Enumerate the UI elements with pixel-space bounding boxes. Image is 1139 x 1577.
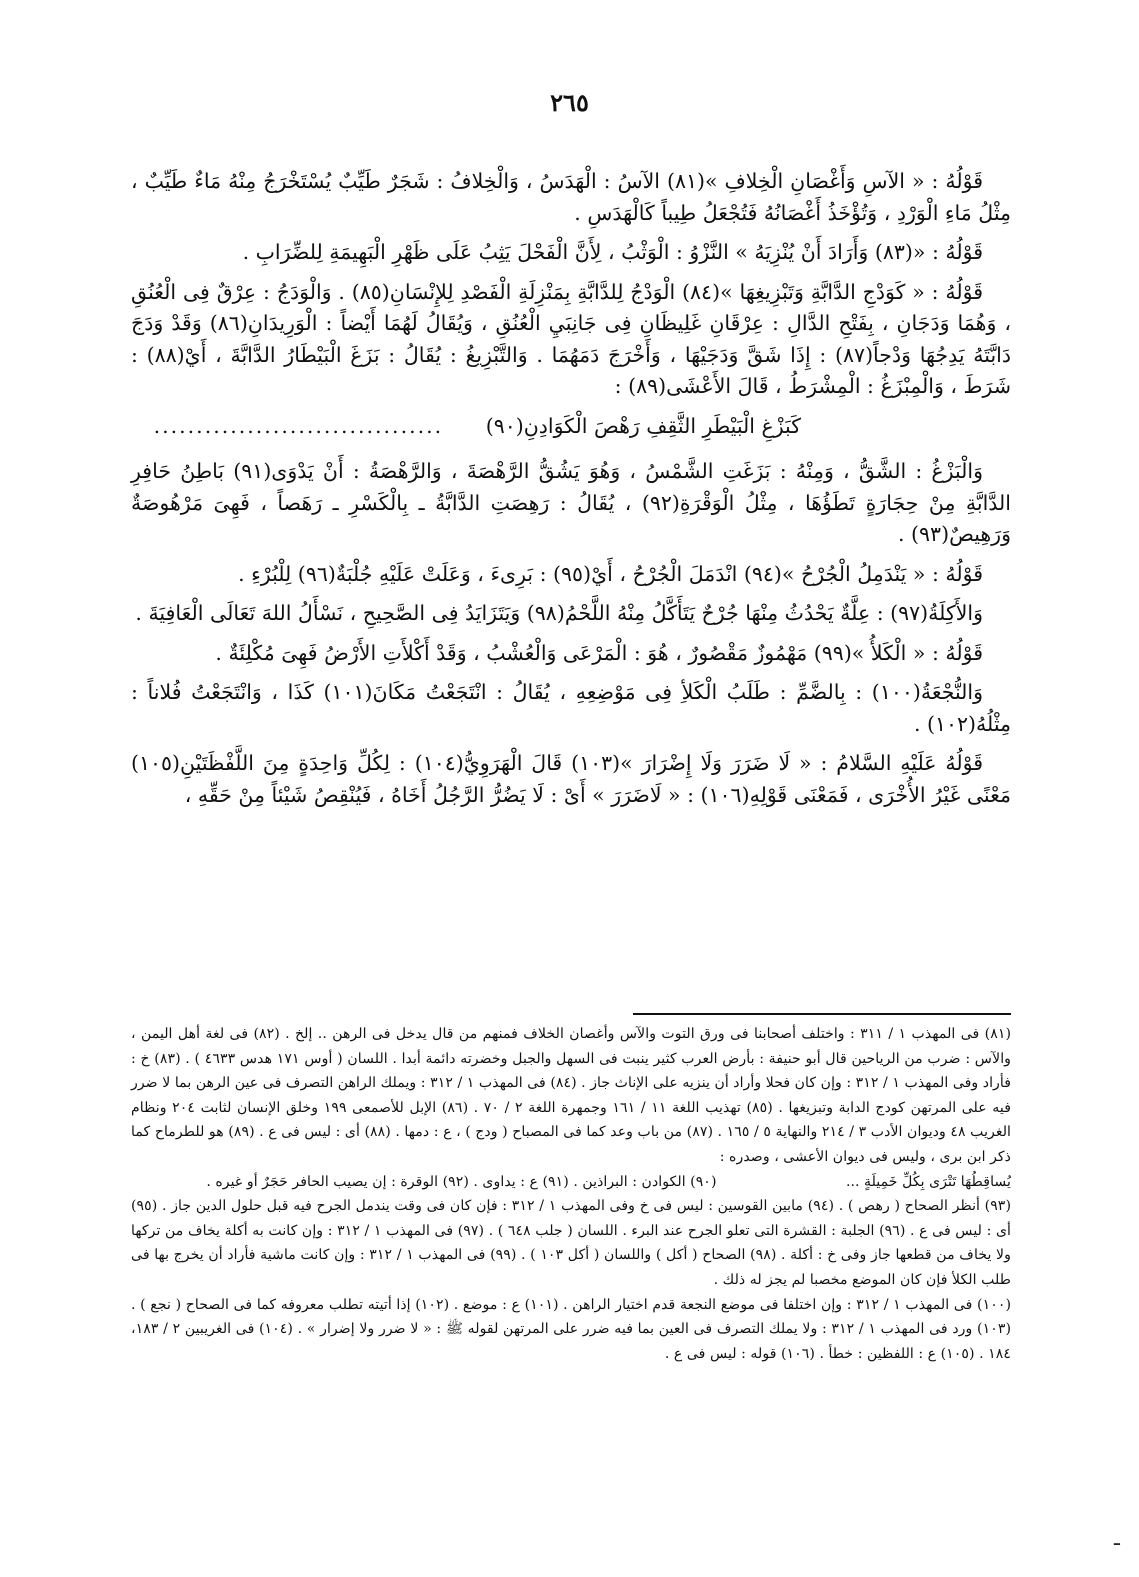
paragraph-yandamil: قَوْلُهُ : « يَنْدَمِلُ الْجُرْحُ »(٩٤) انْدَمَلَ الْجُرْحُ ، أَيْ(٩٥) : بَرِىءَ ، وَعَلَتْ عَلَيْهِ جُلْبَةٌ(٩٦) لِلْبُرْءِ .	[238, 561, 983, 586]
footnote-poem-line	[131, 1170, 1011, 1195]
footnote-separator	[633, 1013, 1011, 1015]
verse-ellipsis: ..................................	[153, 413, 444, 438]
paragraph-wadj-tabzigh: قَوْلُهُ : « كَوَدْجِ الدَّابَّةِ وَتَبْزِيغِهَا »(٨٤) الْوَدْجُ لِلدَّابَّةِ بِمَنْزِلَةِ الْفَصْدِ لِلإِنْسَانِ(٨٥) . وَالْوَدَجُ : عِرْقٌ فِى الْعُنُقِ ، وَهُمَا وَدَجَانِ ، بِفَتْحِ الدَّالِ : عِرْقَانِ غَلِيظَانِ فِى جَانِبَيِ الْعُنُقِ ، وَيُقَالُ لَهُمَا أَيْضاً : الْوَرِيدَانِ(٨٦) وَقَدْ وَدَجَ دَابَّتَهُ يَدِجُهَا وَدْجاً(٨٧) : إِذَا شَقَّ وَدَجَيْهَا ، وَأَخْرَجَ دَمَهُمَا . وَالتَّبْزِيغُ : يُقَالُ : بَزَغَ الْبَيْطَارُ الدَّابَّةَ ، أَيْ(٨٨) : شَرَطَ ، وَالْمِبْزَغُ : الْمِشْرَطُ ، قَالَ الأَعْشَى(٨٩) :	[131, 279, 1011, 398]
verse-text: كَبَزْغِ الْبَيْطَرِ الثَّقِفِ رَهْصَ الْكَوَادِنِ(٩٠)	[485, 413, 801, 438]
page-number: ٢٦٥	[550, 88, 589, 117]
paragraph-bazgh: وَالْبَزْغُ : الشَّقُّ ، وَمِنْهُ : بَزَغَتِ الشَّمْسُ ، وَهُوَ يَشُقُّ الرَّهْصَةَ ، وَالرَّهْصَةُ : أَنْ يَدْوَى(٩١) بَاطِنُ حَافِرِ الدَّابَّةِ مِنْ حِجَارَةٍ تَطَؤُهَا ، مِثْلُ الْوَقْرَةِ(٩٢) ، يُقَالُ : رَهِصَتِ الدَّابَّةُ ـ بِالْكَسْرِ ـ رَهَصاً ، فَهِىَ مَرْهُوصَةٌ وَرَهِيصٌ(٩٣) .	[131, 459, 1011, 546]
poem-hemistich: يُساقِطُهَا تَتْرَى بِكُلِّ خَمِيلَةٍ ...	[845, 1173, 1011, 1190]
corner-mark: ـ	[1114, 1526, 1120, 1550]
paragraph-la-darar: قَوْلُهُ عَلَيْهِ السَّلامُ : « لَا ضَرَرَ وَلَا إِضْرَارَ »(١٠٣) قَالَ الْهَرَوِيُّ(١٠٤) : لِكُلِّ وَاحِدَةٍ مِنَ اللَّفْظَتَيْنِ(١٠٥) مَعْنًى غَيْرُ الأُخْرَى ، فَمَعْنَى قَوْلِهِ(١٠٦) : « لَاضَرَرَ » أَىْ : لَا يَضُرُّ الرَّجُلُ أَخَاهُ ، فَيُنْقِصُ شَيْئاً مِنْ حَقِّهِ ،	[131, 751, 1011, 807]
footnote-block-81-89: (٨١) فى المهذب ١ / ٣١١ : واختلف أصحابنا فى ورق التوت والآس وأغصان الخلاف فمنهم من قال يدخل فى الرهن .. إلخ . (٨٢) فى لغة أهل اليمن ، والآس : ضرب من الرياحين قال أبو حنيفة : بأرض العرب كثير ينبت فى السهل والجبل وخضرته دائمة أبدا . اللسان ( أوس ١٧١ هدس ٤٦٣٣ ) . (٨٣) خ : فأراد وفى المهذب ١ / ٣١٢ : وإن كان فحلا وأراد أن ينزيه على الإناث جاز . (٨٤) فى المهذب ١ / ٣١٢ : ويملك الراهن التصرف فى عين الرهن بما لا ضرر فيه على المرتهن كودج الدابة وتبزيغها . (٨٥) تهذيب اللغة ١١ / ١٦١ وجمهرة اللغة ٢ / ٧٠ . (٨٦) الإبل للأصمعى ١٩٩ وخلق الإنسان لثابت ٢٠٤ ونظام الغريب ٤٨ وديوان الأدب ٣ / ٢١٤ والنهاية ٥ / ١٦٥ . (٨٧) من باب وعد كما فى المصباح ( ودج ) ، ع : دمها . (٨٨) أى : ليس فى ع . (٨٩) هو للطرماح كما ذكر ابن برى ، وليس فى ديوان الأعشى ، وصدره :	[131, 1026, 1012, 1165]
footnotes	[131, 1022, 1011, 1366]
paragraph-nujah: وَالنُّجْعَةُ(١٠٠) : بِالضَّمِّ : طَلَبُ الْكَلأِ فِى مَوْضِعِهِ ، يُقَالُ : انْتَجَعْتُ مَكَانَ(١٠١) كَذَا ، وَانْتَجَعْتُ فُلاناً : مِثْلُهُ(١٠٢) .	[131, 680, 1011, 736]
paragraph-akila: وَالأَكِلَةُ(٩٧) : عِلَّةٌ يَحْدُثُ مِنْهَا جُرْحٌ يَتَأَكَّلُ مِنْهُ اللَّحْمُ(٩٨) وَيَتَزَايَدُ فِى الصَّحِيحِ ، نَسْأَلُ اللهَ تَعَالَى الْعَافِيَةَ .	[135, 601, 983, 625]
main-text	[131, 166, 1011, 819]
footnote-block-100-106: (١٠٠) فى المهذب ١ / ٣١٢ : وإن اختلفا فى موضع النجعة قدم اختيار الراهن . (١٠١) ع : موضع . (١٠٢) إذا أتيته تطلب معروفه كما فى الصحاح ( نجع ) . (١٠٣) ورد فى المهذب ١ / ٣١٢ : ولا يملك التصرف فى العين بما فيه ضرر على المرتهن لقوله ﷺ : « لا ضرر ولا إضرار » . (١٠٤) فى الغريبين ٢ / ١٨٣، ١٨٤ . (١٠٥) ع : اللفظين : خطأ . (١٠٦) قوله : ليس فى ع .	[131, 1296, 1012, 1362]
verse-line	[131, 411, 1011, 443]
footnote-block-93-99: (٩٣) أنظر الصحاح ( رهص ) . (٩٤) مابين القوسين : ليس فى خ وفى المهذب ١ / ٣١٢ : فإن كان فى وقت يندمل الجرح فيه قبل حلول الدين جاز . (٩٥) أى : ليس فى ع . (٩٦) الجلبة : القشرة التى تعلو الجرح عند البرء . اللسان ( جلب ٦٤٨ ) . (٩٧) فى المهذب ١ / ٣١٢ : وإن كانت به أكلة يخاف من تركها ولا يخاف من قطعها جاز وفى خ : أكلة . (٩٨) الصحاح ( أكل ) واللسان ( أكل ١٠٣ ) . (٩٩) فى المهذب ١ / ٣١٢ : وإن كانت ماشية فأراد أن يخرج بها فى طلب الكلأ فإن كان الموضع مخصبا لم يجز له ذلك .	[131, 1198, 1011, 1288]
footnote-block-90-92: (٩٠) الكوادن : البراذين . (٩١) ع : يداوى . (٩٢) الوقرة : إن يصيب الحافر حَجَرٌ أو غيره .	[206, 1173, 717, 1190]
paragraph-kala: قَوْلُهُ : « الْكَلأُ »(٩٩) مَهْمُوزٌ مَقْصُورٌ ، هُوَ : الْمَرْعَى وَالْعُشْبُ ، وَقَدْ أَكْلأَتِ الأَرْضُ فَهِىَ مُكْلِئَةٌ .	[215, 640, 983, 665]
paragraph-nazw: قَوْلُهُ : «(٨٣) وَأَرَادَ أَنْ يُنْزِيَهُ » النَّزْوُ : الْوَثْبُ ، لِأَنَّ الْفَحْلَ يَثِبُ عَلَى ظَهْرِ الْبَهِيمَةِ لِلضِّرَابِ .	[242, 240, 983, 264]
paragraph-ass-khilaf: قَوْلُهُ : « الآسِ وَأَغْصَانِ الْخِلافِ »(٨١) الآسُ : الْهَدَسُ ، وَالْخِلافُ : شَجَرٌ طَيِّبٌ يُسْتَخْرَجُ مِنْهُ مَاءٌ طَيِّبٌ ، مِثْلُ مَاءِ الْوَرْدِ ، وَتُؤْخَذُ أَغْصَانُهُ فَتُجْعَلُ طِيباً كَالْهَدَسِ .	[131, 169, 1011, 225]
